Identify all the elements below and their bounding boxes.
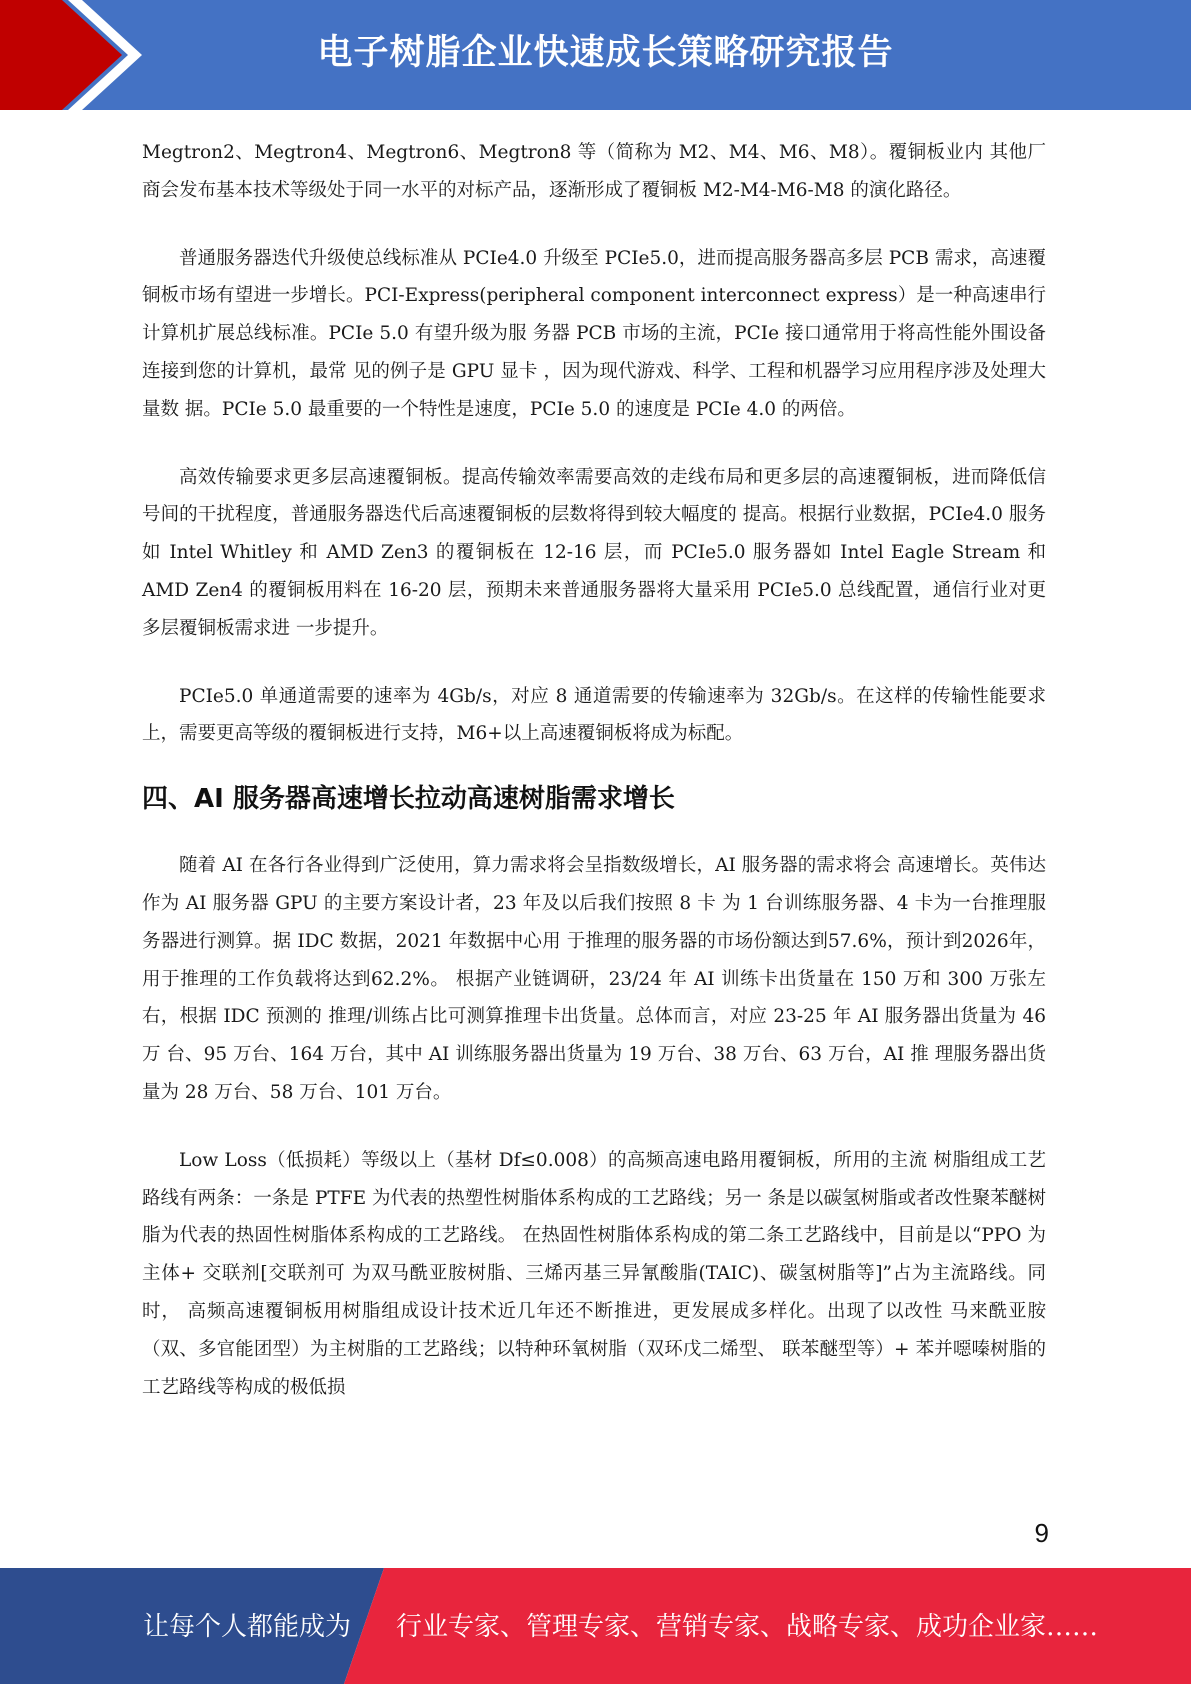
document-title: 电子树脂企业快速成长策略研究报告 xyxy=(317,33,894,73)
section-heading: 四、AI 服务器高速增长拉动高速树脂需求增长 xyxy=(142,784,675,815)
paragraph-megtron: Megtron2、Megtron4、Megtron6、Megtron8 等（简称为 M2、M4、M6、M8）。覆铜板业内 其他厂商会发布基本技术等级处于同一水平的对标产品，逐渐形成了覆铜板 M2-M4-M6-M8 的演化路径。 xyxy=(142,142,1046,201)
paragraph-pcie-upgrade: 普通服务器迭代升级使总线标准从 PCIe4.0 升级至 PCIe5.0，进而提高服务器高多层 PCB 需求，高速覆铜板市场有望进一步增长。PCI-Express(peripheral component interconnect express）是一种高速串行计算机扩展总线标准。PCIe 5.0 有望升级为服 务器 PCB 市场的主流，PCIe 接口通常用于将高性能外围设备连接到您的计算机，最常 见的例子是 GPU 显卡 ，因为现代游戏、科学、工程和机器学习应用程序涉及处理大量数 据。PCIe 5.0 最重要的一个特性是速度，PCIe 5.0 的速度是 PCIe 4.0 的两倍。 xyxy=(142,247,1046,420)
footer-slogan-right: 行业专家、管理专家、营销专家、战略专家、成功企业家…… xyxy=(396,1612,1099,1642)
paragraph-low-loss: Low Loss（低损耗）等级以上（基材 Df≤0.008）的高频高速电路用覆铜板，所用的主流 树脂组成工艺路线有两条：一条是 PTFE 为代表的热塑性树脂体系构成的工艺路线；另一 条是以碳氢树脂或者改性聚苯醚树脂为代表的热固性树脂体系构成的工艺路线。 在热固性树脂体系构成的第二条工艺路线中，目前是以“PPO 为主体+ 交联剂[交联剂可 为双马酰亚胺树脂、三烯丙基三异氰酸脂(TAIC)、碳氢树脂等]”占为主流路线。同时， 高频高速覆铜板用树脂组成设计技术近几年还不断推进，更发展成多样化。出现了以改性 马来酰亚胺（双、多官能团型）为主树脂的工艺路线；以特种环氧树脂（双环戊二烯型、 联苯醚型等）+ 苯并噁嗪树脂的工艺路线等构成的极低损 xyxy=(142,1149,1046,1398)
paragraph-ai-servers: 随着 AI 在各行各业得到广泛使用，算力需求将会呈指数级增长，AI 服务器的需求将会 高速增长。英伟达作为 AI 服务器 GPU 的主要方案设计者，23 年及以后我们按照 8 卡 为 1 台训练服务器、4 卡为一台推理服务器进行测算。据 IDC 数据，2021 年数据中心用 于推理的服务器的市场份额达到57.6%，预计到2026年，用于推理的工作负载将达到62.2%。 根据产业链调研，23/24 年 AI 训练卡出货量在 150 万和 300 万张左右，根据 IDC 预测的 推理/训练占比可测算推理卡出货量。总体而言，对应 23-25 年 AI 服务器出货量为 46 万 台、95 万台、164 万台，其中 AI 训练服务器出货量为 19 万台、38 万台、63 万台，AI 推 理服务器出货量为 28 万台、58 万台、101 万台。 xyxy=(142,855,1046,1103)
paragraph-pcie5-rate: PCIe5.0 单通道需要的速率为 4Gb/s，对应 8 通道需要的传输速率为 32Gb/s。在这样的传输性能要求上，需要更高等级的覆铜板进行支持，M6+以上高速覆铜板将成为标配。 xyxy=(142,685,1046,745)
footer-banner xyxy=(0,1568,1191,1684)
header-bar xyxy=(0,0,1191,110)
page-number: 9 xyxy=(1034,1518,1049,1548)
paragraph-multilayer: 高效传输要求更多层高速覆铜板。提高传输效率需要高效的走线布局和更多层的高速覆铜板，进而降低信号间的干扰程度，普通服务器迭代后高速覆铜板的层数将得到较大幅度的 提高。根据行业数据，PCIe4.0 服务如 Intel Whitley 和 AMD Zen3 的覆铜板在 12-16 层，而 PCIe5.0 服务器如 Intel Eagle Stream 和 AMD Zen4 的覆铜板用料在 16-20 层，预期未来普通服务器将大量采用 PCIe5.0 总线配置，通信行业对更多层覆铜板需求进 一步提升。 xyxy=(142,466,1046,639)
document-body xyxy=(142,134,1046,1406)
footer-slogan-left: 让每个人都能成为 xyxy=(143,1612,352,1642)
